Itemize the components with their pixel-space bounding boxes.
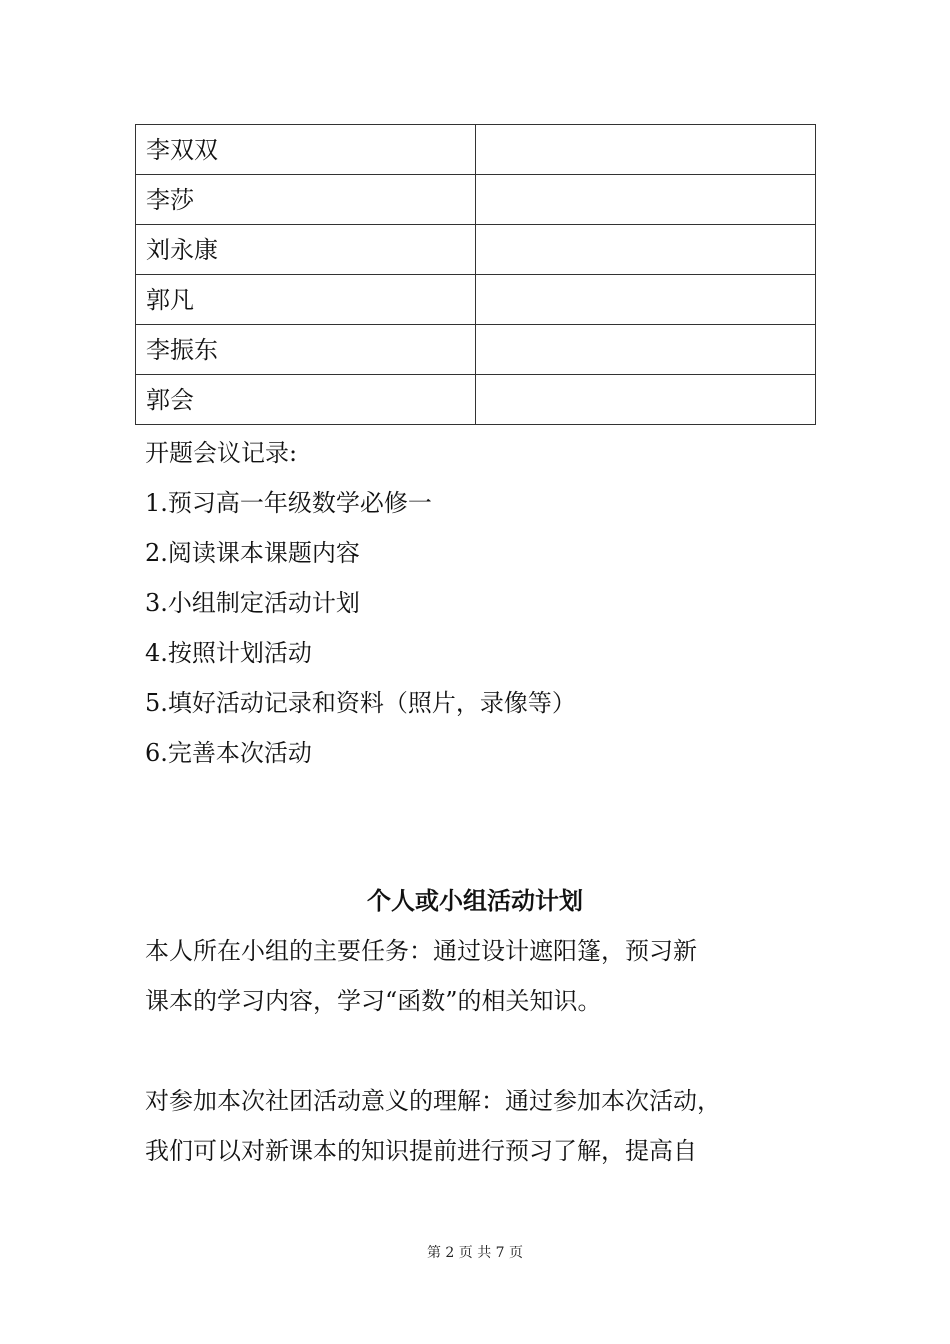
member-note	[476, 175, 816, 225]
member-note	[476, 225, 816, 275]
member-note	[476, 375, 816, 425]
table-row	[136, 125, 816, 175]
meeting-item: 1.预习高一年级数学必修一	[145, 489, 432, 517]
member-note	[476, 125, 816, 175]
task-paragraph-line: 课本的学习内容，学习“函数”的相关知识。	[145, 987, 602, 1015]
plan-heading: 个人或小组活动计划	[367, 886, 583, 915]
member-name: 郭会	[136, 375, 476, 425]
member-name: 李莎	[136, 175, 476, 225]
task-paragraph-line: 本人所在小组的主要任务：通过设计遮阳篷，预习新	[145, 937, 697, 965]
page-footer: 第 2 页 共 7 页	[426, 1245, 524, 1261]
table-row	[136, 175, 816, 225]
member-name: 刘永康	[136, 225, 476, 275]
member-note	[476, 325, 816, 375]
table-row	[136, 375, 816, 425]
member-name: 李双双	[136, 125, 476, 175]
meeting-item: 6.完善本次活动	[145, 739, 312, 767]
table-row	[136, 225, 816, 275]
member-table	[135, 124, 816, 425]
table-row	[136, 275, 816, 325]
meaning-paragraph-line: 我们可以对新课本的知识提前进行预习了解，提高自	[145, 1137, 697, 1165]
meeting-title: 开题会议记录:	[145, 439, 298, 467]
meeting-item: 3.小组制定活动计划	[145, 589, 360, 617]
meeting-item: 5.填好活动记录和资料（照片，录像等）	[145, 689, 576, 717]
meeting-item: 2.阅读课本课题内容	[145, 539, 360, 567]
meaning-paragraph-line: 对参加本次社团活动意义的理解：通过参加本次活动，	[145, 1087, 721, 1115]
member-note	[476, 275, 816, 325]
table-row	[136, 325, 816, 375]
member-name: 李振东	[136, 325, 476, 375]
member-name: 郭凡	[136, 275, 476, 325]
meeting-item: 4.按照计划活动	[145, 639, 312, 667]
